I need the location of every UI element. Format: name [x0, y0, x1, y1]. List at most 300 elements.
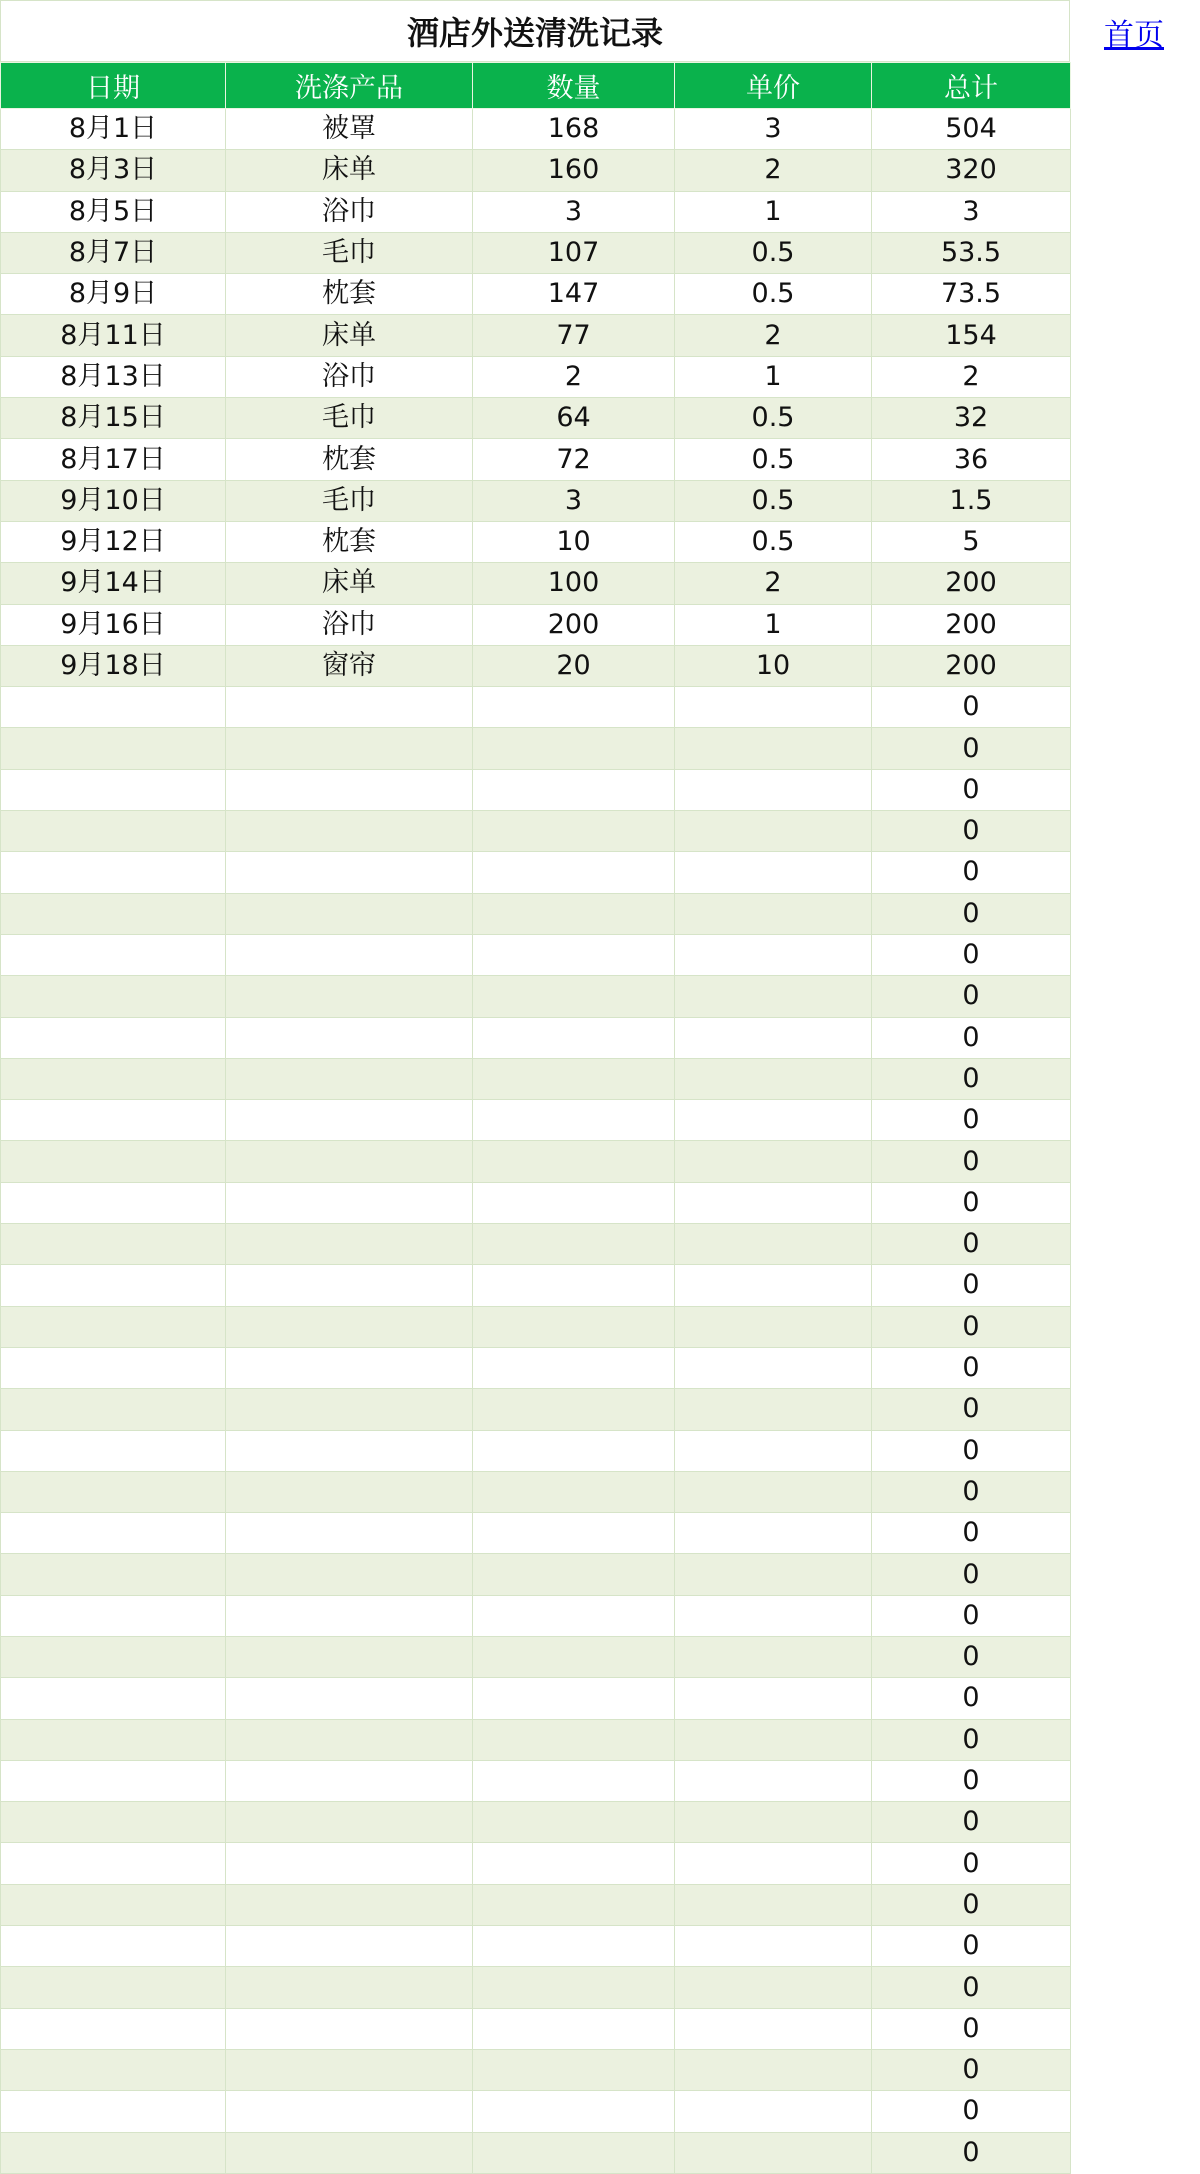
cell-quantity[interactable] [473, 1471, 675, 1512]
cell-quantity[interactable]: 10 [473, 521, 675, 562]
cell-unit-price[interactable] [675, 1224, 872, 1265]
table-row [1, 1802, 1071, 1843]
cell-total[interactable]: 0 [872, 687, 1071, 728]
table-row [1, 1719, 1071, 1760]
cell-total[interactable]: 154 [872, 315, 1071, 356]
cell-date[interactable]: 8月7日 [1, 232, 226, 273]
table-row [1, 1554, 1071, 1595]
cell-unit-price[interactable] [675, 728, 872, 769]
table-body [1, 109, 1071, 2174]
cell-date[interactable]: 8月1日 [1, 109, 226, 150]
cell-product[interactable] [226, 976, 473, 1017]
cell-total[interactable]: 0 [872, 1719, 1071, 1760]
cell-quantity[interactable] [473, 2008, 675, 2049]
cell-date[interactable] [1, 1017, 226, 1058]
cell-unit-price[interactable]: 0.5 [675, 274, 872, 315]
cell-date[interactable]: 8月13日 [1, 356, 226, 397]
cell-total[interactable]: 0 [872, 1141, 1071, 1182]
cell-unit-price[interactable]: 0.5 [675, 480, 872, 521]
cell-quantity[interactable]: 100 [473, 563, 675, 604]
cell-total[interactable]: 0 [872, 811, 1071, 852]
cell-date[interactable] [1, 1265, 226, 1306]
cell-product[interactable]: 毛巾 [226, 398, 473, 439]
cell-date[interactable]: 9月12日 [1, 521, 226, 562]
cell-total[interactable]: 0 [872, 976, 1071, 1017]
cell-unit-price[interactable] [675, 1058, 872, 1099]
cell-product[interactable]: 浴巾 [226, 604, 473, 645]
table-row [1, 769, 1071, 810]
cell-unit-price[interactable] [675, 1430, 872, 1471]
cell-total[interactable]: 0 [872, 2049, 1071, 2090]
cell-total[interactable]: 3 [872, 191, 1071, 232]
cell-product[interactable] [226, 1926, 473, 1967]
cell-date[interactable]: 8月15日 [1, 398, 226, 439]
cell-unit-price[interactable] [675, 2049, 872, 2090]
cell-date[interactable] [1, 1141, 226, 1182]
cell-quantity[interactable] [473, 1058, 675, 1099]
cell-quantity[interactable]: 168 [473, 109, 675, 150]
cell-quantity[interactable] [473, 2091, 675, 2132]
cell-total[interactable]: 5 [872, 521, 1071, 562]
cell-unit-price[interactable] [675, 1843, 872, 1884]
cell-date[interactable]: 8月5日 [1, 191, 226, 232]
cell-product[interactable]: 床单 [226, 315, 473, 356]
column-header-total[interactable]: 总计 [872, 63, 1071, 109]
cell-unit-price[interactable] [675, 1100, 872, 1141]
cell-date[interactable] [1, 1100, 226, 1141]
cell-quantity[interactable]: 147 [473, 274, 675, 315]
column-header-date[interactable]: 日期 [1, 63, 226, 109]
cell-date[interactable] [1, 1058, 226, 1099]
cell-unit-price[interactable] [675, 1926, 872, 1967]
cell-total[interactable]: 200 [872, 645, 1071, 686]
cell-total[interactable]: 0 [872, 1058, 1071, 1099]
cell-date[interactable]: 9月10日 [1, 480, 226, 521]
cell-total[interactable]: 504 [872, 109, 1071, 150]
cell-total[interactable]: 320 [872, 150, 1071, 191]
cell-quantity[interactable] [473, 1265, 675, 1306]
cell-product[interactable] [226, 1100, 473, 1141]
cell-quantity[interactable]: 2 [473, 356, 675, 397]
cell-product[interactable] [226, 1595, 473, 1636]
cell-unit-price[interactable]: 2 [675, 315, 872, 356]
cell-quantity[interactable] [473, 1347, 675, 1388]
cell-date[interactable] [1, 728, 226, 769]
table-row [1, 1636, 1071, 1677]
cell-quantity[interactable] [473, 2132, 675, 2173]
cell-date[interactable] [1, 1389, 226, 1430]
cell-date[interactable] [1, 2049, 226, 2090]
cell-quantity[interactable] [473, 1430, 675, 1471]
cell-date[interactable] [1, 811, 226, 852]
cell-unit-price[interactable] [675, 1389, 872, 1430]
cell-product[interactable]: 浴巾 [226, 356, 473, 397]
cell-unit-price[interactable] [675, 1554, 872, 1595]
cell-quantity[interactable] [473, 1182, 675, 1223]
cell-product[interactable] [226, 1265, 473, 1306]
cell-product[interactable] [226, 1636, 473, 1677]
cell-total[interactable]: 36 [872, 439, 1071, 480]
cell-quantity[interactable] [473, 852, 675, 893]
cell-quantity[interactable] [473, 976, 675, 1017]
table-row [1, 1017, 1071, 1058]
cell-total[interactable]: 0 [872, 1636, 1071, 1677]
cell-unit-price[interactable] [675, 852, 872, 893]
table-row [1, 934, 1071, 975]
cell-product[interactable] [226, 934, 473, 975]
cell-total[interactable]: 0 [872, 893, 1071, 934]
table-row [1, 191, 1071, 232]
cell-product[interactable] [226, 811, 473, 852]
cell-product[interactable]: 毛巾 [226, 480, 473, 521]
cell-total[interactable]: 0 [872, 1430, 1071, 1471]
cell-quantity[interactable] [473, 1141, 675, 1182]
cell-total[interactable]: 0 [872, 1595, 1071, 1636]
cell-total[interactable]: 53.5 [872, 232, 1071, 273]
cell-total[interactable]: 0 [872, 1389, 1071, 1430]
cell-quantity[interactable] [473, 1636, 675, 1677]
cell-product[interactable] [226, 1760, 473, 1801]
cell-product[interactable] [226, 687, 473, 728]
cell-date[interactable] [1, 2091, 226, 2132]
cell-total[interactable]: 0 [872, 852, 1071, 893]
cell-unit-price[interactable]: 0.5 [675, 521, 872, 562]
table-row [1, 1141, 1071, 1182]
cell-unit-price[interactable] [675, 1719, 872, 1760]
cell-unit-price[interactable]: 1 [675, 356, 872, 397]
cell-unit-price[interactable] [675, 2091, 872, 2132]
cell-unit-price[interactable] [675, 1347, 872, 1388]
cell-product[interactable]: 床单 [226, 150, 473, 191]
cell-total[interactable]: 1.5 [872, 480, 1071, 521]
cell-quantity[interactable] [473, 687, 675, 728]
header-row [1, 63, 1071, 109]
cell-total[interactable]: 2 [872, 356, 1071, 397]
cell-date[interactable] [1, 1636, 226, 1677]
cell-quantity[interactable]: 200 [473, 604, 675, 645]
cell-product[interactable] [226, 1719, 473, 1760]
table-row [1, 1926, 1071, 1967]
cell-date[interactable] [1, 2132, 226, 2173]
table-row [1, 1513, 1071, 1554]
table-row [1, 1389, 1071, 1430]
table-row [1, 728, 1071, 769]
cell-quantity[interactable]: 72 [473, 439, 675, 480]
cell-product[interactable] [226, 1513, 473, 1554]
cell-date[interactable]: 9月16日 [1, 604, 226, 645]
table-row [1, 150, 1071, 191]
cell-product[interactable]: 床单 [226, 563, 473, 604]
cell-date[interactable] [1, 1430, 226, 1471]
cell-unit-price[interactable] [675, 1760, 872, 1801]
cell-unit-price[interactable] [675, 1265, 872, 1306]
cell-product[interactable] [226, 2008, 473, 2049]
cell-unit-price[interactable] [675, 1967, 872, 2008]
cell-date[interactable] [1, 1967, 226, 2008]
cell-product[interactable] [226, 2132, 473, 2173]
cell-unit-price[interactable] [675, 1182, 872, 1223]
cell-total[interactable]: 0 [872, 2008, 1071, 2049]
cell-unit-price[interactable] [675, 687, 872, 728]
cell-date[interactable] [1, 687, 226, 728]
table-row [1, 398, 1071, 439]
cell-quantity[interactable] [473, 2049, 675, 2090]
cell-quantity[interactable] [473, 1678, 675, 1719]
cell-product[interactable] [226, 1389, 473, 1430]
cell-product[interactable] [226, 1554, 473, 1595]
cell-date[interactable] [1, 893, 226, 934]
cell-total[interactable]: 0 [872, 1182, 1071, 1223]
cell-product[interactable] [226, 769, 473, 810]
cell-date[interactable] [1, 1843, 226, 1884]
cell-unit-price[interactable]: 2 [675, 563, 872, 604]
table-row [1, 1347, 1071, 1388]
cell-total[interactable]: 0 [872, 1678, 1071, 1719]
cell-product[interactable]: 枕套 [226, 439, 473, 480]
cell-quantity[interactable] [473, 811, 675, 852]
cell-date[interactable]: 8月17日 [1, 439, 226, 480]
cell-product[interactable] [226, 1471, 473, 1512]
cell-unit-price[interactable] [675, 769, 872, 810]
cell-unit-price[interactable] [675, 811, 872, 852]
cell-unit-price[interactable] [675, 893, 872, 934]
cell-date[interactable] [1, 769, 226, 810]
table-row [1, 1678, 1071, 1719]
cell-product[interactable]: 被罩 [226, 109, 473, 150]
cell-product[interactable] [226, 1967, 473, 2008]
cell-total[interactable]: 0 [872, 1554, 1071, 1595]
cell-quantity[interactable] [473, 893, 675, 934]
table-row [1, 315, 1071, 356]
cell-quantity[interactable] [473, 1967, 675, 2008]
cell-total[interactable]: 0 [872, 1017, 1071, 1058]
cell-quantity[interactable] [473, 1760, 675, 1801]
cell-unit-price[interactable] [675, 1678, 872, 1719]
cell-date[interactable] [1, 1760, 226, 1801]
cell-unit-price[interactable]: 0.5 [675, 232, 872, 273]
cell-date[interactable] [1, 934, 226, 975]
table-row [1, 109, 1071, 150]
cell-quantity[interactable] [473, 1719, 675, 1760]
cell-total[interactable]: 0 [872, 1843, 1071, 1884]
cell-total[interactable]: 0 [872, 2091, 1071, 2132]
cell-quantity[interactable] [473, 934, 675, 975]
cell-total[interactable]: 32 [872, 398, 1071, 439]
table-row [1, 604, 1071, 645]
cell-quantity[interactable] [473, 1389, 675, 1430]
cell-date[interactable] [1, 852, 226, 893]
cell-product[interactable]: 枕套 [226, 521, 473, 562]
table-row [1, 1595, 1071, 1636]
table-row [1, 852, 1071, 893]
cell-total[interactable]: 0 [872, 1760, 1071, 1801]
cell-quantity[interactable] [473, 1595, 675, 1636]
cell-unit-price[interactable] [675, 2008, 872, 2049]
cell-product[interactable] [226, 1017, 473, 1058]
cell-quantity[interactable] [473, 1224, 675, 1265]
cell-total[interactable]: 0 [872, 1513, 1071, 1554]
cell-product[interactable] [226, 1306, 473, 1347]
cell-unit-price[interactable]: 1 [675, 191, 872, 232]
cell-total[interactable]: 0 [872, 1471, 1071, 1512]
cell-quantity[interactable]: 3 [473, 480, 675, 521]
cell-quantity[interactable]: 107 [473, 232, 675, 273]
cell-unit-price[interactable] [675, 934, 872, 975]
cell-unit-price[interactable] [675, 1017, 872, 1058]
cell-product[interactable] [226, 1843, 473, 1884]
cell-quantity[interactable] [473, 1843, 675, 1884]
table-row [1, 1265, 1071, 1306]
table-row [1, 2091, 1071, 2132]
cell-product[interactable] [226, 1678, 473, 1719]
cell-unit-price[interactable] [675, 1513, 872, 1554]
cell-quantity[interactable]: 160 [473, 150, 675, 191]
cell-unit-price[interactable] [675, 1595, 872, 1636]
cell-date[interactable]: 9月14日 [1, 563, 226, 604]
column-header-product[interactable]: 洗涤产品 [226, 63, 473, 109]
cell-total[interactable]: 200 [872, 604, 1071, 645]
table-row [1, 480, 1071, 521]
cell-total[interactable]: 0 [872, 1224, 1071, 1265]
table-row [1, 1430, 1071, 1471]
cell-quantity[interactable] [473, 769, 675, 810]
cell-quantity[interactable] [473, 1802, 675, 1843]
cell-total[interactable]: 0 [872, 769, 1071, 810]
table-row [1, 1967, 1071, 2008]
cell-unit-price[interactable] [675, 2132, 872, 2173]
table-row [1, 811, 1071, 852]
table-row [1, 274, 1071, 315]
cell-date[interactable]: 8月3日 [1, 150, 226, 191]
cell-quantity[interactable] [473, 1884, 675, 1925]
column-header-quantity[interactable]: 数量 [473, 63, 675, 109]
cell-total[interactable]: 0 [872, 1265, 1071, 1306]
cell-quantity[interactable]: 3 [473, 191, 675, 232]
cell-date[interactable] [1, 1224, 226, 1265]
cell-total[interactable]: 0 [872, 1306, 1071, 1347]
cell-quantity[interactable] [473, 1100, 675, 1141]
cell-date[interactable] [1, 1719, 226, 1760]
cell-product[interactable]: 窗帘 [226, 645, 473, 686]
column-header-unit-price[interactable]: 单价 [675, 63, 872, 109]
cell-product[interactable] [226, 1141, 473, 1182]
cell-quantity[interactable] [473, 1306, 675, 1347]
cell-quantity[interactable] [473, 1017, 675, 1058]
cell-product[interactable] [226, 1347, 473, 1388]
cell-product[interactable] [226, 1224, 473, 1265]
cell-product[interactable] [226, 1430, 473, 1471]
cell-unit-price[interactable]: 3 [675, 109, 872, 150]
cell-unit-price[interactable] [675, 1471, 872, 1512]
cell-date[interactable] [1, 1471, 226, 1512]
table-row [1, 232, 1071, 273]
sheet-title: 酒店外送清洗记录 [0, 0, 1070, 62]
cell-date[interactable] [1, 1182, 226, 1223]
cell-total[interactable]: 0 [872, 1967, 1071, 2008]
table-row [1, 1884, 1071, 1925]
cell-date[interactable] [1, 1678, 226, 1719]
cell-quantity[interactable]: 77 [473, 315, 675, 356]
cell-total[interactable]: 0 [872, 1884, 1071, 1925]
cell-date[interactable]: 9月18日 [1, 645, 226, 686]
cell-date[interactable] [1, 1347, 226, 1388]
cell-unit-price[interactable] [675, 1802, 872, 1843]
table-row [1, 2049, 1071, 2090]
cell-product[interactable]: 浴巾 [226, 191, 473, 232]
cell-product[interactable] [226, 728, 473, 769]
cell-total[interactable]: 0 [872, 1347, 1071, 1388]
cell-unit-price[interactable]: 1 [675, 604, 872, 645]
cell-date[interactable]: 8月11日 [1, 315, 226, 356]
cell-date[interactable] [1, 1802, 226, 1843]
cell-quantity[interactable] [473, 1926, 675, 1967]
cell-date[interactable] [1, 1884, 226, 1925]
cell-product[interactable] [226, 1802, 473, 1843]
cell-unit-price[interactable] [675, 976, 872, 1017]
cell-unit-price[interactable]: 0.5 [675, 398, 872, 439]
table-row [1, 645, 1071, 686]
cell-product[interactable] [226, 1058, 473, 1099]
cell-product[interactable] [226, 852, 473, 893]
cell-quantity[interactable]: 20 [473, 645, 675, 686]
cell-date[interactable] [1, 1513, 226, 1554]
cell-total[interactable]: 0 [872, 728, 1071, 769]
cell-product[interactable] [226, 1884, 473, 1925]
cell-product[interactable] [226, 1182, 473, 1223]
table-row [1, 1100, 1071, 1141]
cell-quantity[interactable] [473, 1513, 675, 1554]
cell-date[interactable] [1, 2008, 226, 2049]
cell-unit-price[interactable] [675, 1636, 872, 1677]
cell-product[interactable] [226, 2049, 473, 2090]
cell-total[interactable]: 73.5 [872, 274, 1071, 315]
cell-unit-price[interactable] [675, 1306, 872, 1347]
cell-date[interactable] [1, 976, 226, 1017]
cell-unit-price[interactable] [675, 1884, 872, 1925]
cell-unit-price[interactable]: 10 [675, 645, 872, 686]
cell-date[interactable] [1, 1595, 226, 1636]
cell-product[interactable]: 毛巾 [226, 232, 473, 273]
cell-product[interactable] [226, 2091, 473, 2132]
cell-total[interactable]: 0 [872, 1926, 1071, 1967]
cell-quantity[interactable] [473, 1554, 675, 1595]
cell-date[interactable]: 8月9日 [1, 274, 226, 315]
cell-unit-price[interactable]: 0.5 [675, 439, 872, 480]
cell-quantity[interactable]: 64 [473, 398, 675, 439]
cell-total[interactable]: 200 [872, 563, 1071, 604]
cell-product[interactable] [226, 893, 473, 934]
home-link[interactable]: 首页 [1104, 18, 1164, 53]
table-row [1, 1471, 1071, 1512]
table-row [1, 1843, 1071, 1884]
cell-product[interactable]: 枕套 [226, 274, 473, 315]
cell-date[interactable] [1, 1926, 226, 1967]
table-row [1, 687, 1071, 728]
cell-quantity[interactable] [473, 728, 675, 769]
cell-total[interactable]: 0 [872, 1802, 1071, 1843]
table-row [1, 439, 1071, 480]
cell-total[interactable]: 0 [872, 1100, 1071, 1141]
cell-total[interactable]: 0 [872, 2132, 1071, 2173]
cell-date[interactable] [1, 1306, 226, 1347]
table-row [1, 563, 1071, 604]
table-row [1, 2008, 1071, 2049]
cell-unit-price[interactable] [675, 1141, 872, 1182]
cell-date[interactable] [1, 1554, 226, 1595]
table-row [1, 521, 1071, 562]
cell-unit-price[interactable]: 2 [675, 150, 872, 191]
cell-total[interactable]: 0 [872, 934, 1071, 975]
